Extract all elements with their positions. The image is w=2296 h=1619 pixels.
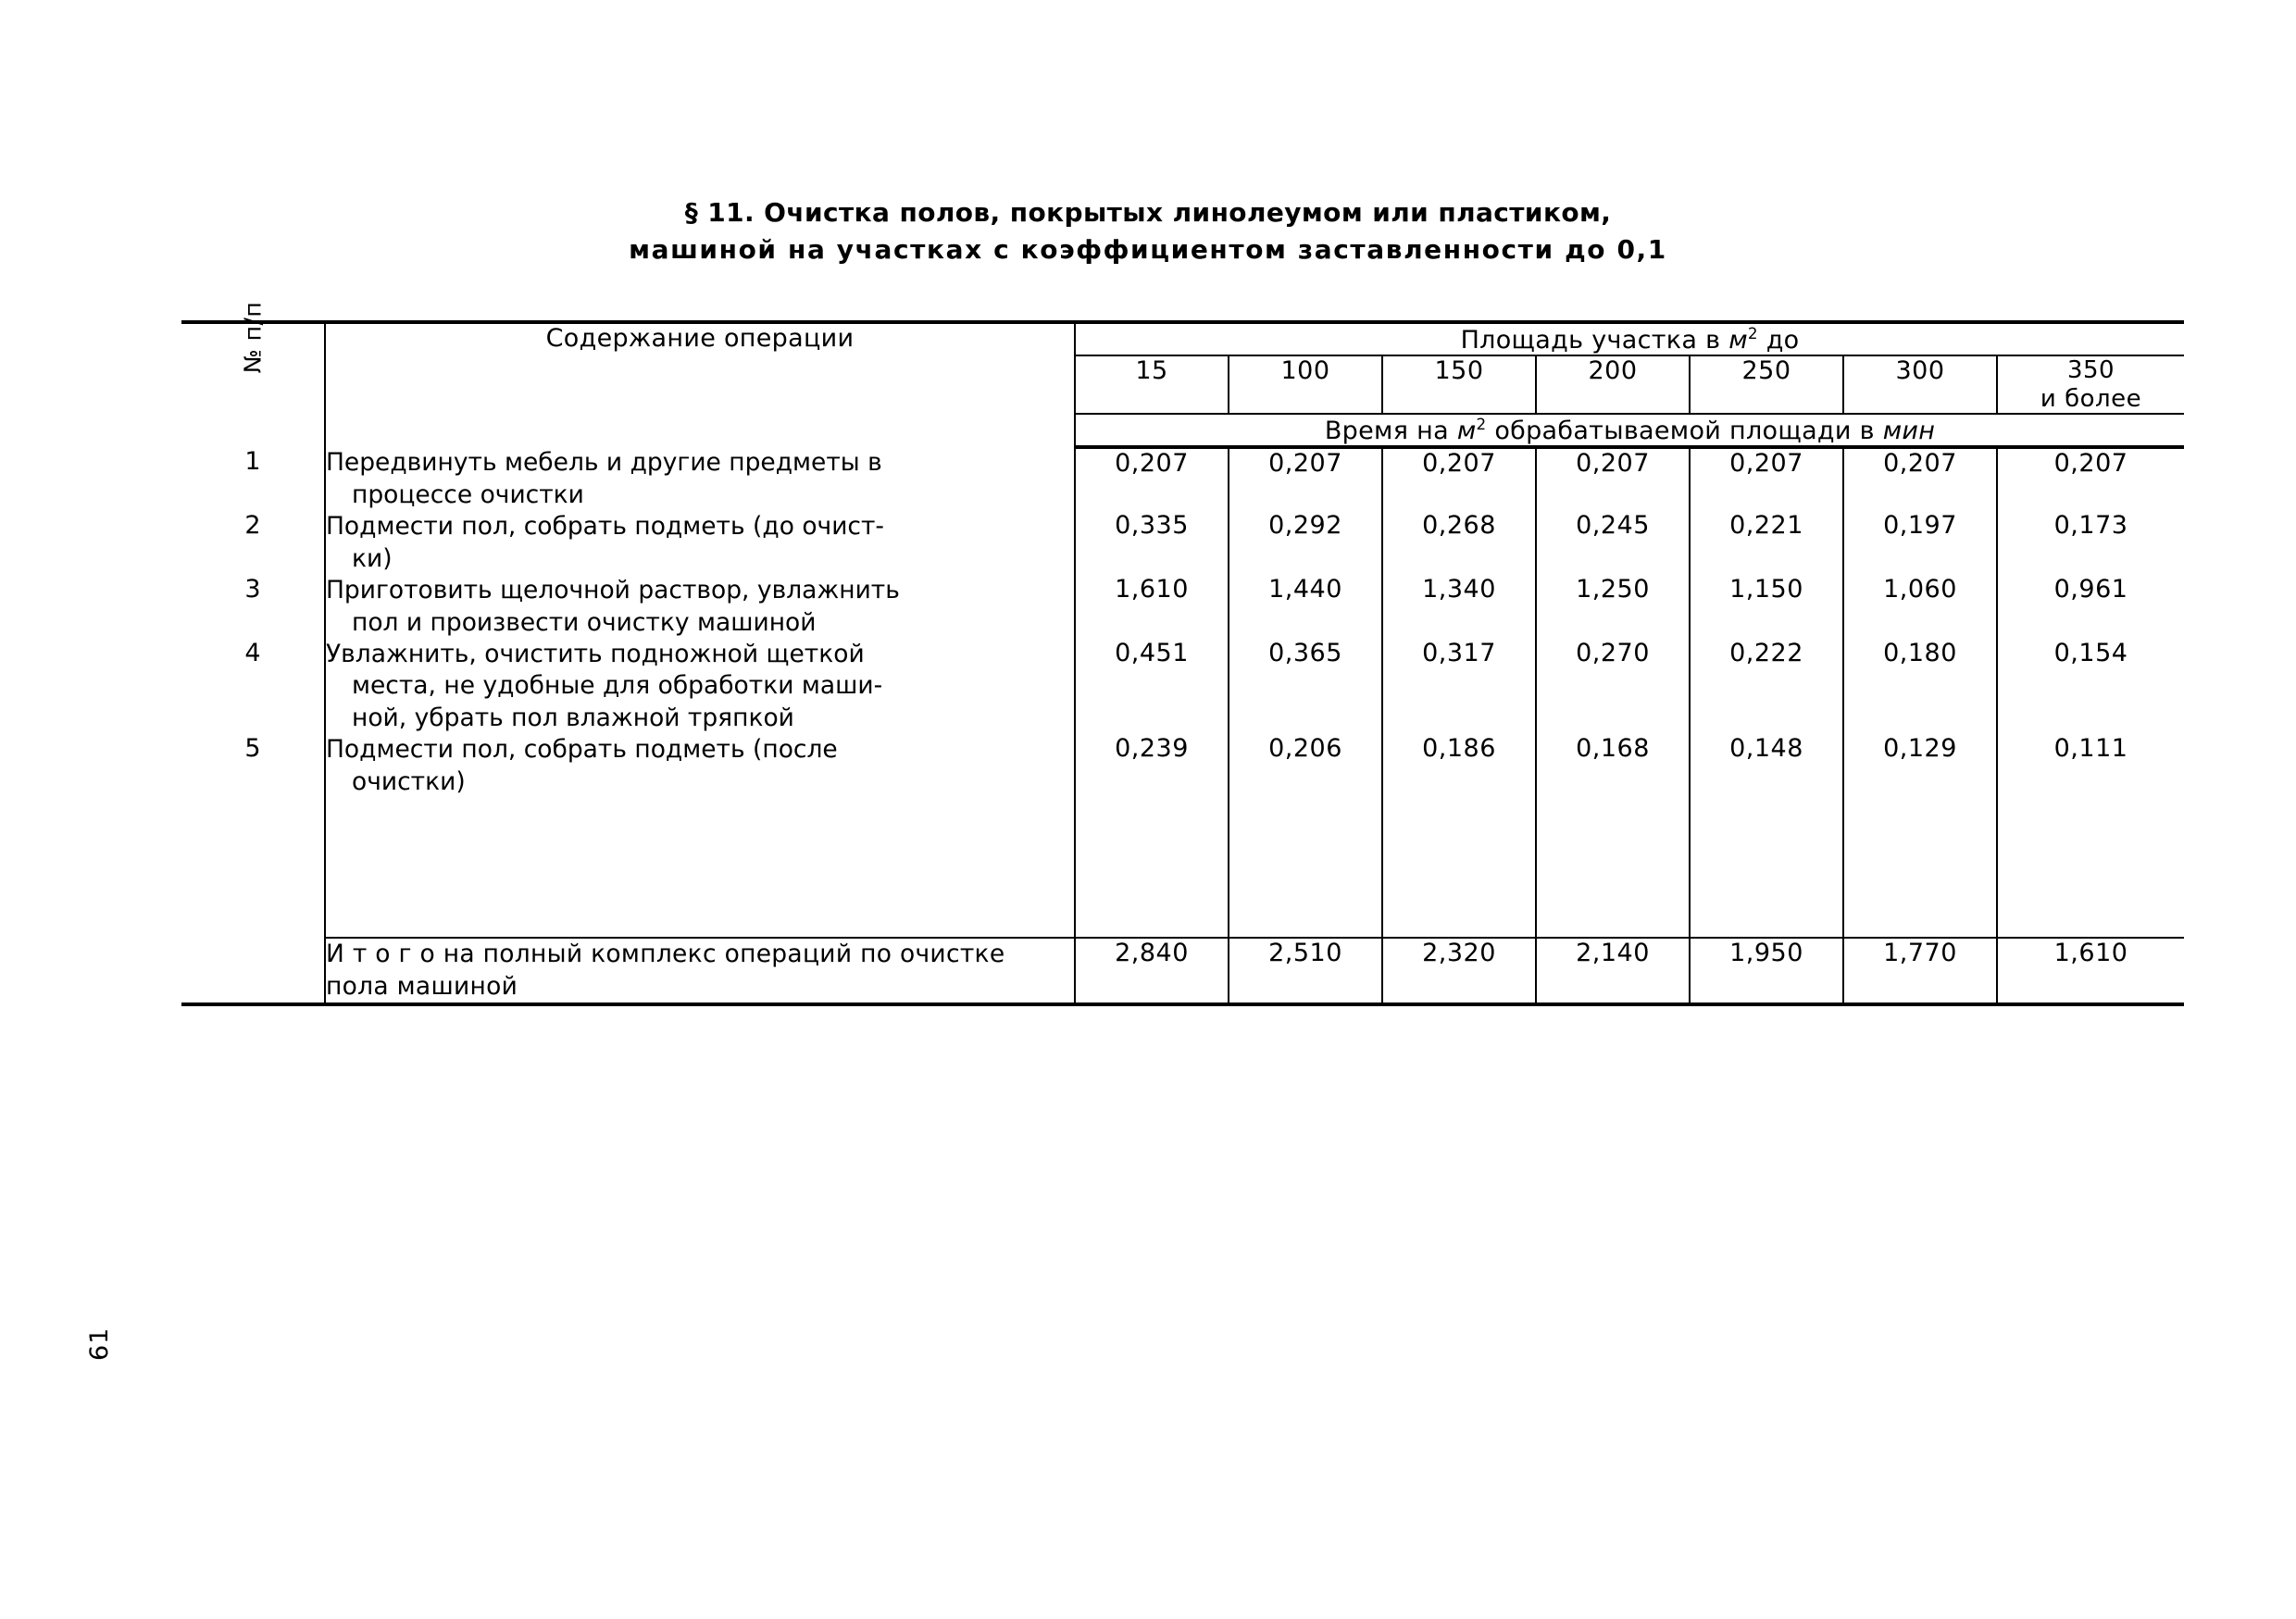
row-value: 0,451 bbox=[1075, 639, 1229, 734]
header-area-200: 200 bbox=[1536, 355, 1690, 414]
spacer-cell bbox=[1690, 798, 1843, 938]
total-label-line: очистке пола машиной bbox=[326, 940, 1005, 1001]
row-operation bbox=[325, 734, 1075, 798]
row-value: 1,150 bbox=[1690, 575, 1843, 639]
total-value: 1,770 bbox=[1843, 938, 1997, 1004]
row-value: 0,239 bbox=[1075, 734, 1229, 798]
total-label-line: И т о г о на полный комплекс операций по bbox=[326, 940, 892, 969]
row-value: 0,268 bbox=[1382, 511, 1536, 575]
row-value: 0,173 bbox=[1997, 511, 2184, 575]
header-area-15: 15 bbox=[1075, 355, 1229, 414]
header-group-area: Площадь участка в $м^2$ до bbox=[1075, 322, 2184, 355]
row-value: 0,221 bbox=[1690, 511, 1843, 575]
total-value: 2,510 bbox=[1229, 938, 1382, 1004]
table-row bbox=[181, 734, 2184, 798]
norms-table bbox=[181, 301, 2184, 1426]
row-value: 0,207 bbox=[1536, 447, 1690, 511]
row-value: 0,335 bbox=[1075, 511, 1229, 575]
total-value: 2,140 bbox=[1536, 938, 1690, 1004]
row-operation bbox=[325, 447, 1075, 511]
row-value: 0,365 bbox=[1229, 639, 1382, 734]
page-number: 61 bbox=[85, 1326, 114, 1361]
row-value: 0,222 bbox=[1690, 639, 1843, 734]
header-area-350-plus bbox=[1997, 355, 2184, 414]
row-value: 1,610 bbox=[1075, 575, 1229, 639]
spacer-cell bbox=[1075, 798, 1229, 938]
row-value: 1,440 bbox=[1229, 575, 1382, 639]
table-total-row bbox=[181, 938, 2184, 1004]
total-value: 2,320 bbox=[1382, 938, 1536, 1004]
row-value: 0,207 bbox=[1690, 447, 1843, 511]
row-operation-line: Увлажнить, очистить подножной щеткой bbox=[326, 639, 865, 668]
spacer-cell bbox=[1843, 798, 1997, 938]
row-value: 0,168 bbox=[1536, 734, 1690, 798]
row-value: 0,129 bbox=[1843, 734, 1997, 798]
header-area-350-line1: 350 bbox=[2066, 356, 2115, 384]
header-area-150: 150 bbox=[1382, 355, 1536, 414]
section-title bbox=[185, 194, 2111, 268]
row-operation bbox=[325, 639, 1075, 734]
spacer-cell bbox=[1382, 798, 1536, 938]
row-value: 1,340 bbox=[1382, 575, 1536, 639]
header-area-300: 300 bbox=[1843, 355, 1997, 414]
row-number: 3 bbox=[181, 575, 325, 639]
row-value: 0,206 bbox=[1229, 734, 1382, 798]
row-value: 0,186 bbox=[1382, 734, 1536, 798]
row-operation-line: ки) bbox=[352, 543, 393, 573]
total-value: 2,840 bbox=[1075, 938, 1229, 1004]
table-spacer-row bbox=[181, 798, 2184, 938]
row-number: 2 bbox=[181, 511, 325, 575]
table-header-group-row bbox=[181, 322, 2184, 355]
table-grid bbox=[181, 301, 2184, 1006]
row-operation-line: пол и произвести очистку машиной bbox=[352, 607, 817, 637]
spacer-cell bbox=[325, 798, 1075, 938]
header-area-350-line2: и более bbox=[2040, 384, 2142, 413]
row-number: 1 bbox=[181, 447, 325, 511]
row-value: 0,245 bbox=[1536, 511, 1690, 575]
header-area-100: 100 bbox=[1229, 355, 1382, 414]
row-value: 0,207 bbox=[1382, 447, 1536, 511]
total-number-cell bbox=[181, 938, 325, 1004]
row-value: 0,207 bbox=[1997, 447, 2184, 511]
total-value: 1,950 bbox=[1690, 938, 1843, 1004]
spacer-cell bbox=[181, 798, 325, 938]
row-value: 0,207 bbox=[1075, 447, 1229, 511]
row-operation-line: места, не удобные для обработки маши- bbox=[352, 671, 883, 701]
header-area-250: 250 bbox=[1690, 355, 1843, 414]
row-operation-line: ной, убрать пол влажной тряпкой bbox=[352, 703, 794, 732]
row-value: 0,180 bbox=[1843, 639, 1997, 734]
row-value: 1,250 bbox=[1536, 575, 1690, 639]
row-operation-line: процессе очистки bbox=[352, 479, 584, 509]
header-col-operation bbox=[325, 322, 1075, 447]
row-value: 0,197 bbox=[1843, 511, 1997, 575]
table-row bbox=[181, 447, 2184, 511]
header-col-operation-label: Содержание операции bbox=[545, 324, 855, 353]
spacer-cell bbox=[1536, 798, 1690, 938]
row-value: 0,207 bbox=[1229, 447, 1382, 511]
row-operation-line: Подмести пол, собрать подметь (до очист- bbox=[326, 512, 884, 542]
total-value: 1,610 bbox=[1997, 938, 2184, 1004]
row-value: 0,292 bbox=[1229, 511, 1382, 575]
row-operation-line: очистки) bbox=[352, 766, 466, 796]
row-operation-line: Подмести пол, собрать подметь (после bbox=[326, 735, 838, 765]
table-row bbox=[181, 639, 2184, 734]
header-col-number-label: № п/п bbox=[239, 301, 267, 374]
section-title-line-1: § 11. Очистка полов, покрытых линолеумом или пластиком, bbox=[684, 197, 1612, 228]
header-col-number bbox=[181, 301, 325, 447]
header-time-label: Время на $м^2$ обрабатываемой площади в мин bbox=[1075, 414, 2184, 447]
row-value: 0,148 bbox=[1690, 734, 1843, 798]
row-value: 0,207 bbox=[1843, 447, 1997, 511]
row-operation bbox=[325, 575, 1075, 639]
table-row bbox=[181, 575, 2184, 639]
row-operation bbox=[325, 511, 1075, 575]
row-number: 5 bbox=[181, 734, 325, 798]
row-value: 0,154 bbox=[1997, 639, 2184, 734]
row-value: 0,961 bbox=[1997, 575, 2184, 639]
row-number: 4 bbox=[181, 639, 325, 734]
row-value: 0,270 bbox=[1536, 639, 1690, 734]
row-operation-line: Приготовить щелочной раствор, увлажнить bbox=[326, 576, 900, 605]
row-value: 0,317 bbox=[1382, 639, 1536, 734]
table-row bbox=[181, 511, 2184, 575]
spacer-cell bbox=[1997, 798, 2184, 938]
section-title-line-2: машиной на участках с коэффициентом заставленности до 0,1 bbox=[629, 233, 1667, 265]
total-label bbox=[325, 938, 1075, 1004]
row-operation-line: Передвинуть мебель и другие предметы в bbox=[326, 448, 882, 478]
row-value: 1,060 bbox=[1843, 575, 1997, 639]
spacer-cell bbox=[1229, 798, 1382, 938]
row-value: 0,111 bbox=[1997, 734, 2184, 798]
